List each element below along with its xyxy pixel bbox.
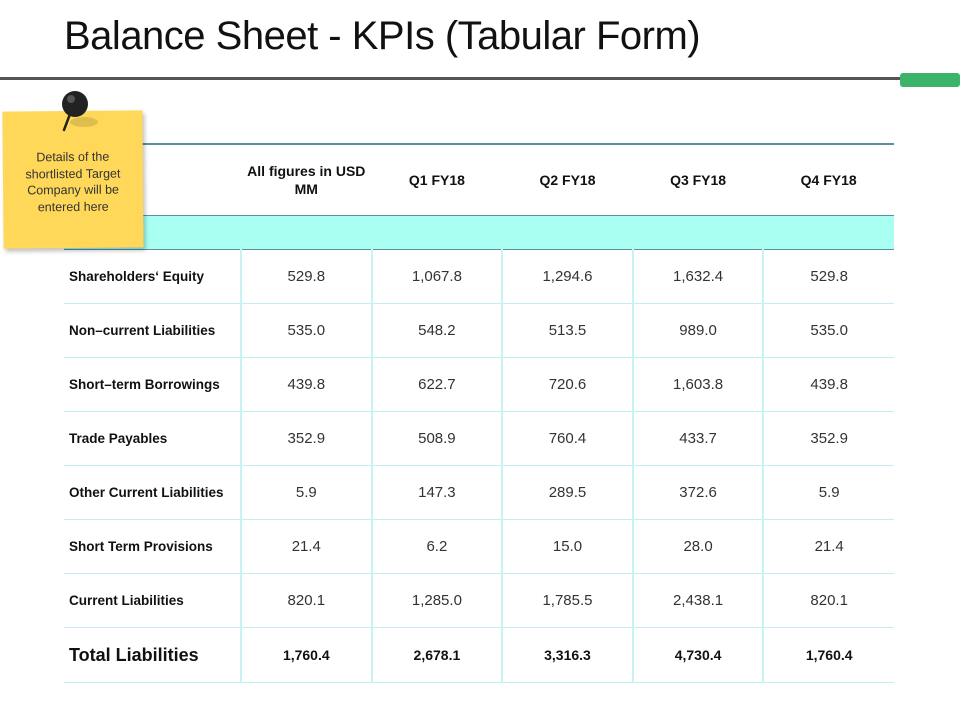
total-value: 2,678.1 [372, 628, 503, 683]
table-row [64, 304, 894, 358]
cell-value: 622.7 [372, 358, 503, 412]
cell-value: 21.4 [763, 520, 894, 574]
cell-value: 820.1 [763, 574, 894, 628]
table-row [64, 250, 894, 304]
total-label: Total Liabilities [64, 628, 241, 683]
row-label: Trade Payables [64, 412, 241, 466]
cell-value: 529.8 [241, 250, 372, 304]
header-band [64, 216, 894, 250]
header-q1: Q1 FY18 [372, 144, 503, 216]
cell-value: 352.9 [241, 412, 372, 466]
cell-value: 529.8 [763, 250, 894, 304]
kpi-table [64, 143, 894, 683]
page-title: Balance Sheet - KPIs (Tabular Form) [64, 14, 701, 58]
cell-value: 289.5 [502, 466, 633, 520]
table-row [64, 466, 894, 520]
row-label: Current Liabilities [64, 574, 241, 628]
cell-value: 439.8 [241, 358, 372, 412]
total-value: 4,730.4 [633, 628, 764, 683]
total-value: 3,316.3 [502, 628, 633, 683]
row-label: Shareholders‘ Equity [64, 250, 241, 304]
cell-value: 21.4 [241, 520, 372, 574]
cell-value: 1,785.5 [502, 574, 633, 628]
cell-value: 989.0 [633, 304, 764, 358]
cell-value: 1,603.8 [633, 358, 764, 412]
cell-value: 508.9 [372, 412, 503, 466]
row-label: Short–term Borrowings [64, 358, 241, 412]
accent-bar [900, 73, 960, 87]
cell-value: 433.7 [633, 412, 764, 466]
cell-value: 720.6 [502, 358, 633, 412]
cell-value: 2,438.1 [633, 574, 764, 628]
pushpin-icon [54, 88, 102, 136]
cell-value: 1,294.6 [502, 250, 633, 304]
cell-value: 1,632.4 [633, 250, 764, 304]
cell-value: 535.0 [763, 304, 894, 358]
cell-value: 147.3 [372, 466, 503, 520]
cell-value: 28.0 [633, 520, 764, 574]
total-value: 1,760.4 [241, 628, 372, 683]
row-label: Short Term Provisions [64, 520, 241, 574]
cell-value: 15.0 [502, 520, 633, 574]
sticky-note-text: Details of the shortlisted Target Company will be entered here [25, 149, 121, 214]
total-value: 1,760.4 [763, 628, 894, 683]
cell-value: 820.1 [241, 574, 372, 628]
cell-value: 5.9 [241, 466, 372, 520]
row-label: Non–current Liabilities [64, 304, 241, 358]
row-label: Other Current Liabilities [64, 466, 241, 520]
cell-value: 439.8 [763, 358, 894, 412]
table-row [64, 358, 894, 412]
table-row [64, 574, 894, 628]
cell-value: 6.2 [372, 520, 503, 574]
cell-value: 760.4 [502, 412, 633, 466]
cell-value: 5.9 [763, 466, 894, 520]
header-q4: Q4 FY18 [763, 144, 894, 216]
header-units: All figures in USD MM [241, 144, 372, 216]
kpi-table-container [64, 143, 894, 683]
table-header-row [64, 144, 894, 216]
table-row [64, 412, 894, 466]
table-row [64, 520, 894, 574]
cell-value: 372.6 [633, 466, 764, 520]
total-row [64, 628, 894, 683]
cell-value: 535.0 [241, 304, 372, 358]
header-q3: Q3 FY18 [633, 144, 764, 216]
header-q2: Q2 FY18 [502, 144, 633, 216]
title-divider [0, 77, 906, 80]
cell-value: 352.9 [763, 412, 894, 466]
cell-value: 548.2 [372, 304, 503, 358]
cell-value: 513.5 [502, 304, 633, 358]
cell-value: 1,285.0 [372, 574, 503, 628]
cell-value: 1,067.8 [372, 250, 503, 304]
